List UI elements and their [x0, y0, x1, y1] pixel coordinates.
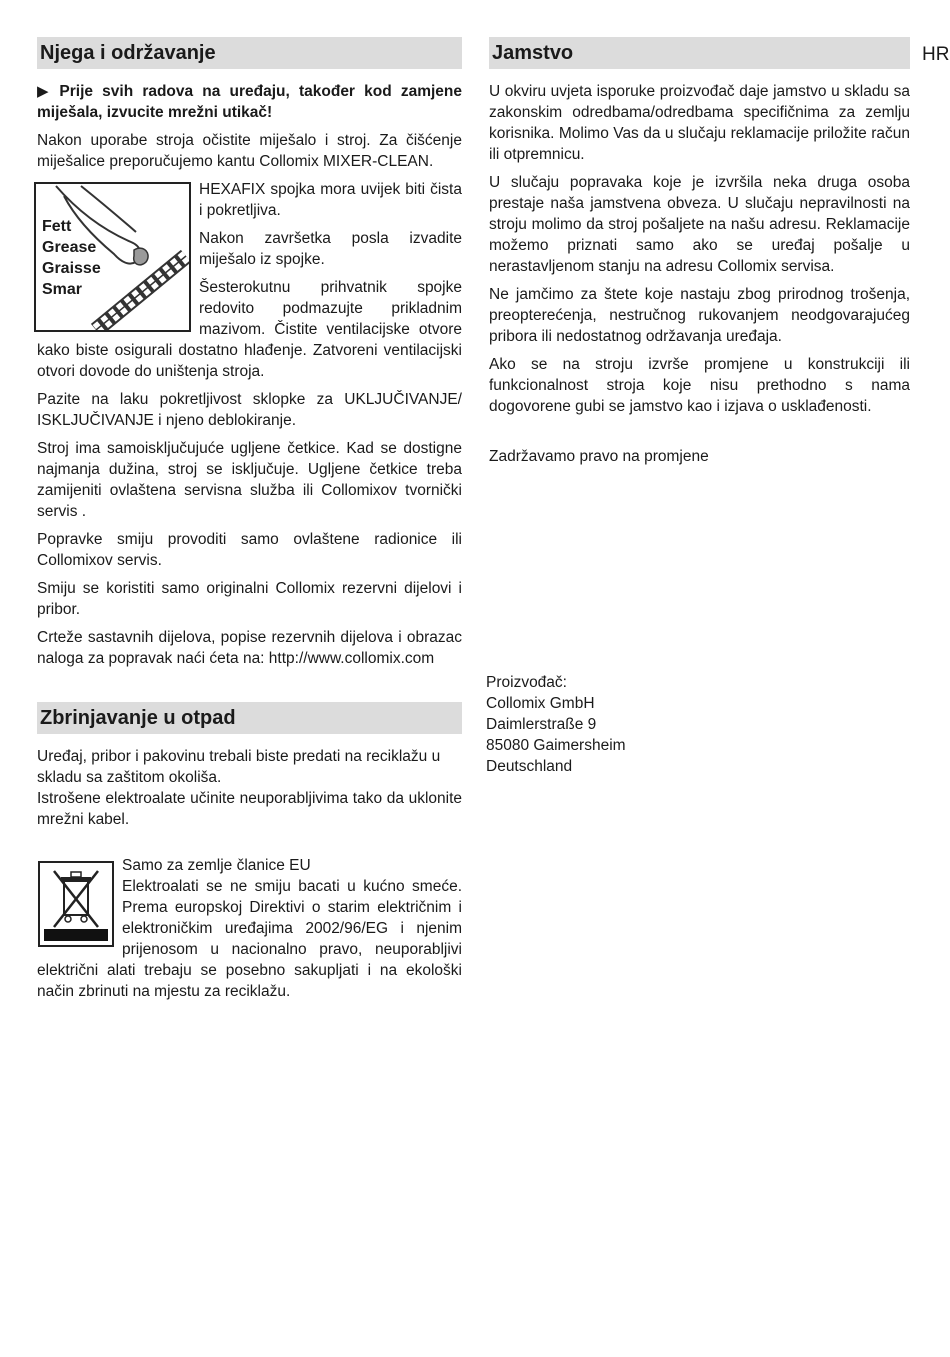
- figure-label-grease: Grease: [42, 239, 97, 256]
- right-column: [486, 37, 910, 777]
- manufacturer-company: Collomix GmbH: [486, 695, 595, 712]
- manufacturer-city: 85080 Gaimersheim: [486, 737, 626, 754]
- warranty-paragraph-5: Zadržavamo pravo na promjene: [489, 448, 709, 465]
- disposal-paragraph-1: Uređaj, pribor i pakovinu trebali biste predati na reciklažu u skladu sa zaštitom okoliša.: [37, 748, 441, 786]
- figure-label-smar: Smar: [42, 281, 83, 298]
- disposal-figure-block: [37, 855, 462, 1002]
- warranty-paragraph-4: Ako se na stroju izvrše promjene u konstrukciji ili funkcionalnost stroja koje nisu prethodno s nama dogovorene gubi se jamstvo kao i izjava o usklađenosti.: [489, 356, 910, 415]
- disposal-paragraph-4: Elektroalati se ne smiju bacati u kućno smeće. Prema europskoj Direktivi o starim električnim i elektroničkim uređajima 2002/96/EG i njenim prijenosom u nacionalno pravo, neuporabljivi električni alati trebaju se posebno sakupljati i na ekološki način zbrinuti na mjestu za reciklažu.: [37, 878, 462, 1000]
- warranty-paragraph-2: U slučaju popravaka koje je izvršila neka druga osoba prestaje naša jamstvena obveza. U slučaju nepravilnosti na stroju molimo da stroj pošaljete na našu adresu. Reklamacije možemo priznati samo ako se uređaj pošalje u nerastavljenom stanju na adresu Collomix servisa.: [489, 174, 910, 275]
- manufacturer-street: Daimlerstraße 9: [486, 716, 597, 733]
- care-paragraph-3: Nakon završetka posla izvadite miješalo iz spojke.: [199, 230, 462, 268]
- language-tag: HR: [922, 44, 950, 65]
- care-paragraph-8: Smiju se koristiti samo originalni Collomix rezervni dijelovi i pribor.: [37, 580, 462, 618]
- care-paragraph-1: Nakon uporabe stroja očistite miješalo i stroj. Za čišćenje miješalice preporučujemo kantu Collomix MIXER-CLEAN.: [37, 132, 462, 170]
- weee-bar: [44, 929, 108, 941]
- care-warning: [37, 81, 462, 123]
- care-paragraph-4: Šesterokutnu prihvatnik spojke redovito podmazujte prikladnim mazivom. Čistite ventilacijske otvore kako biste osigurali dostatno hlađenje. Zatvoreni ventilacijski otvori dovode do uništenja stroja.: [37, 279, 462, 380]
- care-warning-text: Prije svih radova na uređaju, također kod zamjene miješala, izvucite mrežni utikač!: [37, 83, 462, 121]
- manufacturer-country: Deutschland: [486, 758, 573, 775]
- warranty-section-title: Jamstvo: [489, 37, 910, 69]
- care-paragraph-6: Stroj ima samoisključujuće ugljene četkice. Kad se dostigne najmanja dužina, stroj se isključuje. Ugljene četkice treba zamijeniti ovlaštena servisna služba ili Collomixov tvornički servis .: [37, 440, 462, 520]
- care-paragraph-2: HEXAFIX spojka mora uvijek biti čista i pokretljiva.: [199, 181, 462, 219]
- care-figure-block: [37, 179, 462, 382]
- warranty-paragraph-3: Ne jamčimo za štete koje nastaju zbog prirodnog trošenja, preopterećenja, nestručnog rukovanjem neodgovarajućeg pribora ili nedostatnog održavanja uređaja.: [489, 286, 910, 345]
- care-paragraph-5: Pazite na laku pokretljivost sklopke za UKLJUČIVANJE/ ISKLJUČIVANJE i njeno deblokiranje.: [37, 391, 462, 429]
- figure-label-fett: Fett: [42, 218, 72, 235]
- disposal-paragraph-3: Samo za zemlje članice EU: [122, 857, 311, 874]
- disposal-paragraph-2: Istrošene elektroalate učinite neuporabljivima tako da uklonite mrežni kabel.: [37, 790, 462, 828]
- weee-bin-icon: [38, 861, 114, 947]
- warning-arrow-icon: ▶: [37, 83, 54, 100]
- manufacturer-label: Proizvođač:: [486, 674, 567, 691]
- disposal-section-title: Zbrinjavanje u otpad: [37, 702, 462, 734]
- care-paragraph-7: Popravke smiju provoditi samo ovlaštene radionice ili Collomixov servis.: [37, 531, 462, 569]
- manufacturer-address: [486, 672, 910, 777]
- figure-label-graisse: Graisse: [42, 260, 101, 277]
- grease-illustration: [34, 182, 191, 332]
- left-column: [37, 37, 462, 1009]
- care-section-title: Njega i održavanje: [37, 37, 462, 69]
- crossed-bin-icon: [50, 867, 102, 931]
- care-paragraph-9: Crteže sastavnih dijelova, popise rezervnih dijelova i obrazac naloga za popravak naći ćeta na: http://www.collomix.com: [37, 629, 462, 667]
- warranty-paragraph-1: U okviru uvjeta isporuke proizvođač daje jamstvo u skladu sa zakonskim odredbama/odredbama specifičnima za zemlju korisnika. Molimo Vas da u slučaju reklamacije priložite račun ili otpremnicu.: [489, 83, 910, 163]
